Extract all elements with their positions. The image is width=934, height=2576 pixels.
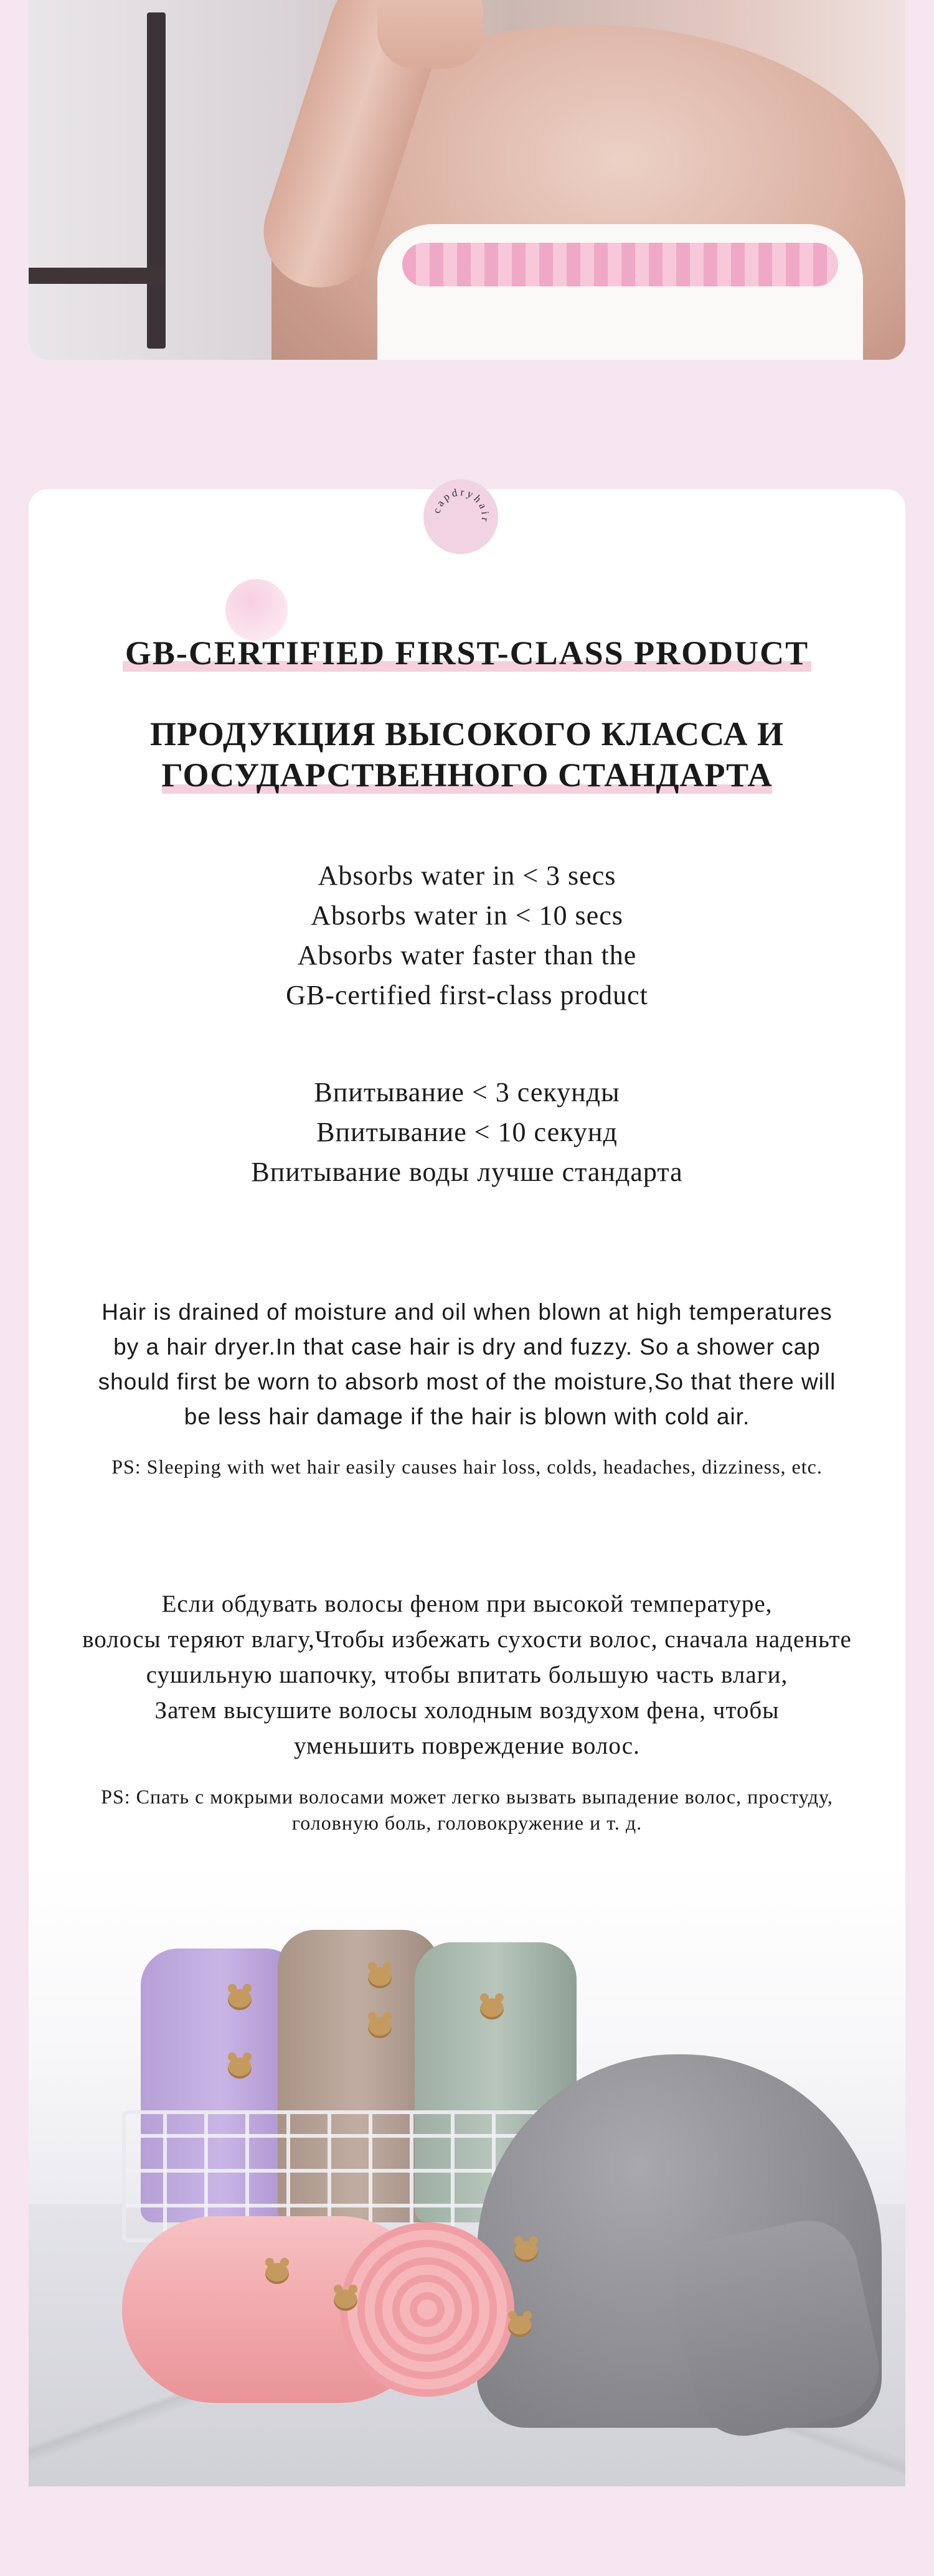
brand-badge-text <box>423 479 498 554</box>
absorb-ru-line: Впитывание < 3 секунды <box>314 1077 620 1107</box>
absorb-en-line: Absorbs water in < 3 secs <box>318 860 616 891</box>
body-en-line: should first be worn to absorb most of the moisture,So that there will <box>98 1369 836 1394</box>
body-en-line: be less hair damage if the hair is blown with cold air. <box>184 1404 750 1429</box>
bear-button-icon <box>514 2241 538 2262</box>
body-ru-line: Если обдувать волосы феном при высокой температуре, <box>161 1591 773 1617</box>
bear-button-icon <box>228 2057 252 2079</box>
body-ru-line: уменьшить повреждение волос. <box>294 1732 640 1759</box>
ps-note-ru: PS: Спать с мокрыми волосами может легко вызвать выпадение волос, простуду, головную боль, головокружение и т. д. <box>101 1785 833 1834</box>
model-photo-card <box>29 0 905 360</box>
bear-button-icon <box>265 2263 289 2284</box>
body-text-ru <box>0 1586 934 1764</box>
body-en-line: Hair is drained of moisture and oil when blown at high temperatures <box>101 1299 833 1325</box>
bear-button-icon <box>334 2290 357 2311</box>
body-en-line: by a hair dryer.In that case hair is dry and fuzzy. So a shower cap <box>113 1334 821 1360</box>
headline-ru: ПРОДУКЦИЯ ВЫСОКОГО КЛАССА И ГОСУДАРСТВЕННОГО СТАНДАРТА <box>150 715 784 794</box>
decorative-dot <box>225 579 288 641</box>
bear-button-icon <box>228 1989 252 2010</box>
body-ru-line: волосы теряют влагу,Чтобы избежать сухости волос, сначала наденьте <box>82 1626 852 1653</box>
absorb-en-line: Absorbs water in < 10 secs <box>311 900 623 931</box>
body-text-en <box>0 1295 934 1434</box>
svg-text:capdryhair: capdryhair <box>430 486 492 525</box>
ps-note-en: PS: Sleeping with wet hair easily causes hair loss, colds, headaches, dizziness, etc. <box>111 1455 823 1478</box>
bear-button-icon <box>368 1967 392 1988</box>
body-ru-line: Затем высушите волосы холодным воздухом фена, чтобы <box>154 1697 780 1724</box>
bear-button-icon <box>368 2017 392 2038</box>
absorb-en-line: Absorbs water faster than the <box>297 940 637 971</box>
absorb-list-en <box>0 856 934 1015</box>
bear-button-icon <box>508 2316 532 2337</box>
body-ru-line: сушильную шапочку, чтобы впитать большую часть влаги, <box>146 1662 788 1688</box>
absorb-ru-line: Впитывание воды лучше стандарта <box>251 1157 683 1187</box>
absorb-ru-line: Впитывание < 10 секунд <box>316 1117 618 1147</box>
headline-en: GB-CERTIFIED FIRST-CLASS PRODUCT <box>0 634 934 672</box>
absorb-list-ru <box>0 1073 934 1192</box>
absorb-en-line: GB-certified first-class product <box>286 980 648 1010</box>
model-photo <box>29 0 905 360</box>
bear-button-icon <box>480 1998 504 2019</box>
towel-caps-photo <box>29 1868 905 2486</box>
